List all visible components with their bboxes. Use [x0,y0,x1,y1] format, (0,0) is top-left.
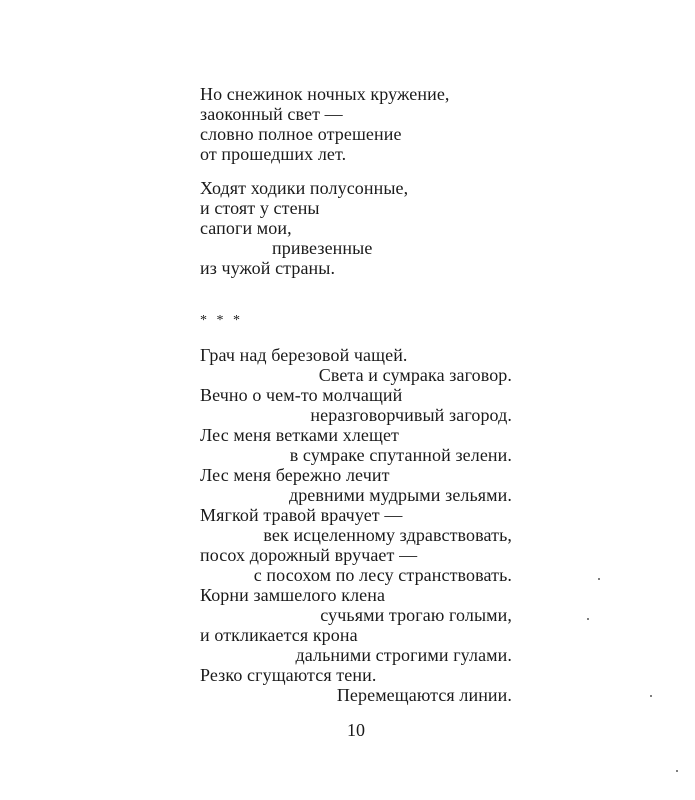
poem-line: Мягкой травой врачует — [200,505,403,525]
poem-line: дальними строгими гулами. [295,645,512,665]
poem-line: Света и сумрака заговор. [318,365,512,385]
scan-speck [598,578,600,580]
poem-line: Вечно о чем-то молчащий [200,385,403,405]
poem-line: Корни замшелого клена [200,585,386,605]
poem-line: и стоят у стены [200,198,320,218]
poem-line: в сумраке спутанной зелени. [289,445,512,465]
poem-line: с посохом по лесу странствовать. [253,565,512,585]
poem-line: неразговорчивый загород. [310,405,512,425]
poem-line: Лес меня бережно лечит [200,465,390,485]
poem-line: век исцеленному здравствовать, [263,525,512,545]
poem-line: древними мудрыми зельями. [288,485,512,505]
scan-speck [676,770,678,772]
poem-line: от прошедших лет. [200,144,347,164]
poem-line: сучьями трогаю голыми, [320,605,512,625]
poem-line: Грач над березовой чащей. [200,345,408,365]
poem-line: заоконный свет — [200,104,343,124]
poem-line: из чужой страны. [200,258,336,278]
poem-line: Резко сгущаются тени. [200,665,377,685]
poem-line: сапоги мои, [200,218,292,238]
poem-line: и откликается крона [200,625,358,645]
poem-line: Перемещаются линии. [336,685,512,705]
poem-line: Ходят ходики полусонные, [200,178,409,198]
poem-line: посох дорожный вручает — [200,545,418,565]
section-separator: * * * [200,313,243,328]
poem-line: Лес меня ветками хлещет [200,425,400,445]
scan-speck [650,695,652,697]
poem-line: словно полное отрешение [200,124,402,144]
scan-speck [587,618,589,620]
page-number: 10 [347,720,365,740]
poem-line: привезенные [272,238,373,258]
poem-line: Но снежинок ночных кружение, [200,84,450,104]
